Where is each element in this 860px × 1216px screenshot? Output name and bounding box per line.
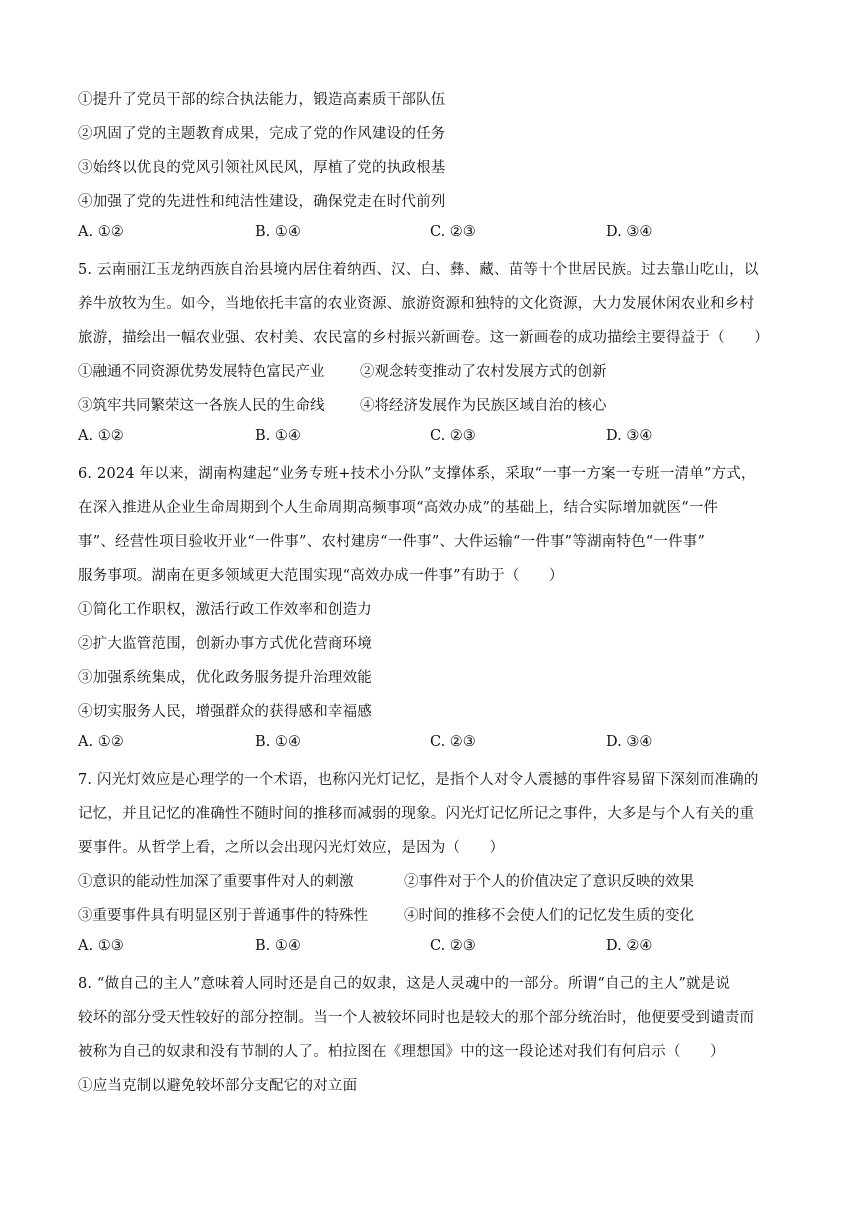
q4-option-d: D. ③④	[606, 224, 653, 240]
q8-stem-line-1: 8. “做自己的主人”意味着人同时还是自己的奴隶，这是人灵魂中的一部分。所谓“自己的主人”就是说	[78, 976, 731, 992]
q6-item-4: ④切实服务人民，增强群众的获得感和幸福感	[78, 704, 372, 720]
q4-item-4: ④加强了党的先进性和纯洁性建设，确保党走在时代前列	[78, 194, 446, 210]
q6-item-1: ①简化工作职权，激活行政工作效率和创造力	[78, 602, 372, 618]
q5-item-4: ④将经济发展作为民族区域自治的核心	[360, 398, 607, 414]
q7-item-4: ④时间的推移不会使人们的记忆发生质的变化	[404, 908, 694, 924]
q6-option-c: C. ②③	[430, 734, 476, 750]
q7-option-d: D. ②④	[606, 938, 653, 954]
q5-option-a: A. ①②	[78, 428, 124, 444]
q5-item-1: ①融通不同资源优势发展特色富民产业	[78, 364, 325, 380]
q7-stem-line-1: 7. 闪光灯效应是心理学的一个术语，也称闪光灯记忆，是指个人对令人震撼的事件容易留下深刻而准确的	[78, 772, 759, 788]
q4-item-1: ①提升了党员干部的综合执法能力，锻造高素质干部队伍	[78, 92, 446, 108]
q7-item-2: ②事件对于个人的价值决定了意识反映的效果	[404, 874, 694, 890]
q5-stem-line-2: 养牛放牧为生。如今，当地依托丰富的农业资源、旅游资源和独特的文化资源，大力发展休闲农业和乡村	[78, 296, 755, 312]
q6-item-2: ②扩大监管范围，创新办事方式优化营商环境	[78, 636, 372, 652]
q4-item-2: ②巩固了党的主题教育成果，完成了党的作风建设的任务	[78, 126, 446, 142]
q7-stem-line-3: 要事件。从哲学上看，之所以会出现闪光灯效应，是因为（ ）	[78, 840, 505, 856]
q8-stem-line-2: 较坏的部分受天性较好的部分控制。当一个人被较坏同时也是较大的那个部分统治时，他便要受到谴责而	[78, 1010, 755, 1026]
q5-item-2: ②观念转变推动了农村发展方式的创新	[360, 364, 607, 380]
q4-option-a: A. ①②	[78, 224, 124, 240]
q6-stem-line-3: 事”、经营性项目验收开业“一件事”、农村建房“一件事”、大件运输“一件事”等湖南特色“一件事”	[78, 534, 706, 550]
q7-option-c: C. ②③	[430, 938, 476, 954]
q8-item-1: ①应当克制以避免较坏部分支配它的对立面	[78, 1078, 358, 1094]
q5-stem-line-1: 5. 云南丽江玉龙纳西族自治县境内居住着纳西、汉、白、彝、藏、苗等十个世居民族。过去靠山吃山，以	[78, 262, 759, 278]
q5-option-d: D. ③④	[606, 428, 653, 444]
q6-stem-line-2: 在深入推进从企业生命周期到个人生命周期高频事项“高效办成”的基础上，结合实际增加就医“一件	[78, 500, 719, 516]
q4-option-b: B. ①④	[255, 224, 301, 240]
q6-item-3: ③加强系统集成，优化政务服务提升治理效能	[78, 670, 372, 686]
q7-stem-line-2: 记忆，并且记忆的准确性不随时间的推移而减弱的现象。闪光灯记忆所记之事件，大多是与个人有关的重	[78, 806, 755, 822]
q5-option-b: B. ①④	[255, 428, 301, 444]
q7-item-1: ①意识的能动性加深了重要事件对人的刺激	[78, 874, 354, 890]
q6-option-a: A. ①②	[78, 734, 124, 750]
q6-stem-line-4: 服务事项。湖南在更多领域更大范围实现“高效办成一件事”有助于（ ）	[78, 568, 564, 584]
q8-stem-line-3: 被称为自己的奴隶和没有节制的人了。柏拉图在《理想国》中的这一段论述对我们有何启示（ ）	[78, 1044, 725, 1060]
q7-option-b: B. ①④	[255, 938, 301, 954]
q6-option-b: B. ①④	[255, 734, 301, 750]
q7-option-a: A. ①③	[78, 938, 124, 954]
q4-item-3: ③始终以优良的党风引领社风民风，厚植了党的执政根基	[78, 160, 446, 176]
q5-option-c: C. ②③	[430, 428, 476, 444]
q7-item-3: ③重要事件具有明显区别于普通事件的特殊性	[78, 908, 368, 924]
q5-stem-line-3: 旅游，描绘出一幅农业强、农村美、农民富的乡村振兴新画卷。这一新画卷的成功描绘主要得益于（ ）	[78, 330, 769, 346]
q5-item-3: ③筑牢共同繁荣这一各族人民的生命线	[78, 398, 325, 414]
q4-option-c: C. ②③	[430, 224, 476, 240]
q6-option-d: D. ③④	[606, 734, 653, 750]
q6-stem-line-1: 6. 2024 年以来，湖南构建起“业务专班+技术小分队”支撑体系，采取“一事一方案一专班一清单”方式，	[78, 466, 756, 482]
